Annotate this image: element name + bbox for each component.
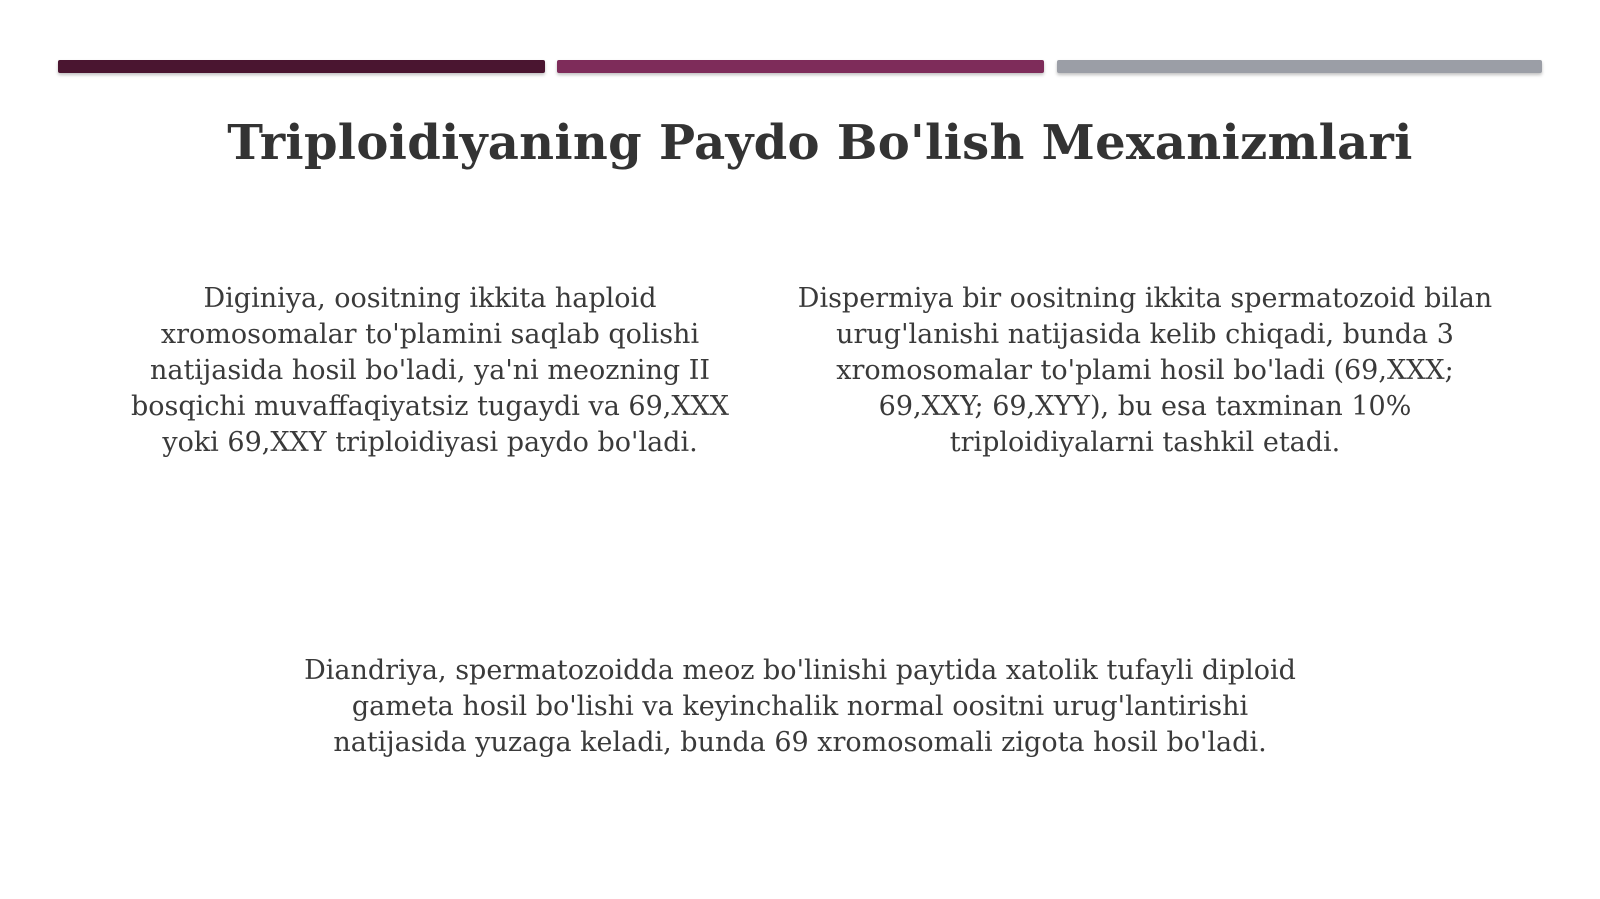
accent-bar-dark bbox=[58, 60, 545, 73]
paragraph-dispermiya: Dispermiya bir oositning ikkita spermatozoid bilan urug'lanishi natijasida kelib chiqadi, bunda 3 xromosomalar to'plami hosil bo'ladi (69,XXX; 69,XXY; 69,XYY), bu esa taxminan 10% triploidiyalarni tashkil etadi. bbox=[797, 283, 1493, 458]
paragraph-diandriya: Diandriya, spermatozoidda meoz bo'linishi paytida xatolik tufayli diploid gameta hosil bo'lishi va keyinchalik normal oositni urug'lantirishi natijasida yuzaga keladi, bunda 69 xromosomali zigota hosil bo'ladi. bbox=[304, 655, 1296, 758]
paragraph-diginiya: Diginiya, oositning ikkita haploid xromosomalar to'plamini saqlab qolishi natijasida hosil bo'ladi, ya'ni meozning II bosqichi muvaffaqiyatsiz tugaydi va 69,XXX yoki 69,XXY triploidiyasi paydo bo'ladi. bbox=[131, 283, 729, 458]
slide-title: Triploidiyaning Paydo Bo'lish Mexanizmlari bbox=[227, 115, 1413, 171]
accent-bar-gray bbox=[1057, 60, 1542, 73]
accent-bar-magenta bbox=[557, 60, 1044, 73]
